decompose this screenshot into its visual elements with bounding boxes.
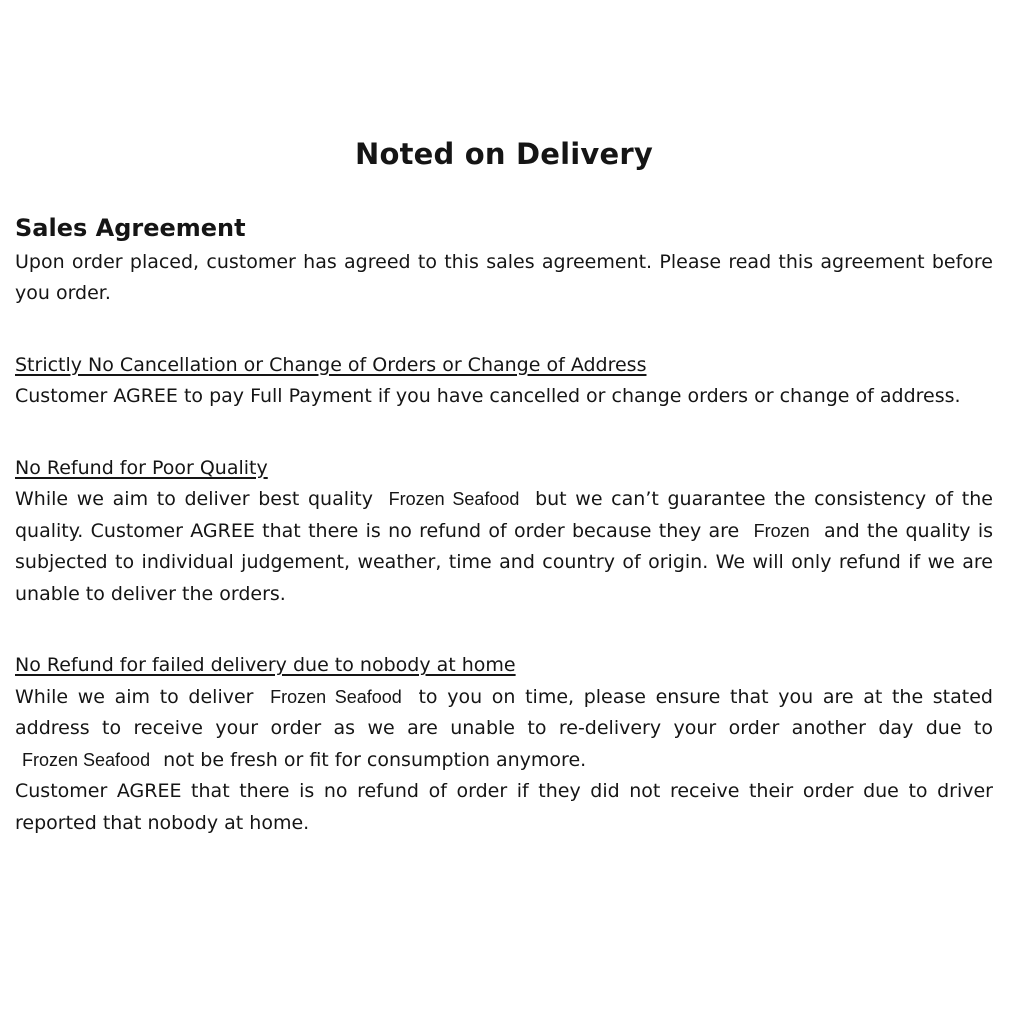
paragraph	[15, 484, 993, 610]
inline-insert-frozen-seafood: Frozen Seafood	[270, 686, 402, 707]
section-no-refund-failed-delivery	[15, 650, 993, 839]
text-run: to you on time, please ensure that you are at the stated address to receive your order as we are unable to re-delivery your order another day due to	[15, 685, 993, 740]
text-run: While we aim to deliver best quality	[15, 488, 373, 511]
section-heading-no-cancellation: Strictly No Cancellation or Change of Orders or Change of Address	[15, 353, 647, 376]
paragraph	[15, 381, 993, 413]
section-sales-agreement	[15, 214, 993, 310]
paragraph	[15, 682, 993, 777]
text-run: not be fresh or fit for consumption anymore.	[163, 748, 587, 771]
section-heading-no-refund-failed-delivery: No Refund for failed delivery due to nobody at home	[15, 654, 516, 677]
inline-insert-frozen-seafood: Frozen Seafood	[388, 489, 520, 510]
section-heading-sales-agreement: Sales Agreement	[15, 213, 246, 242]
text-run: and the quality is subjected to individual judgement, weather, time and country of origin. We will only refund if we are unable to deliver the orders.	[15, 519, 993, 605]
inline-insert-frozen-seafood: Frozen Seafood	[22, 749, 151, 770]
text-run: While we aim to deliver	[15, 685, 254, 708]
document-title: Noted on Delivery	[354, 137, 654, 171]
paragraph	[15, 247, 993, 310]
section-no-cancellation	[15, 350, 993, 413]
paragraph	[15, 776, 993, 839]
section-no-refund-poor-quality	[15, 453, 993, 611]
text-run: Customer AGREE to pay Full Payment if you have cancelled or change orders or change of address.	[15, 385, 961, 408]
text-run: but we can’t guarantee the consistency of the quality. Customer AGREE that there is no refund of order because they are	[15, 488, 993, 542]
text-run: Upon order placed, customer has agreed to this sales agreement. Please read this agreement before you order.	[15, 250, 993, 305]
text-run: Customer AGREE that there is no refund of order if they did not receive their order due to driver reported that nobody at home.	[15, 780, 993, 834]
section-heading-no-refund-poor-quality: No Refund for Poor Quality	[15, 456, 268, 479]
inline-insert-frozen: Frozen	[753, 520, 810, 541]
